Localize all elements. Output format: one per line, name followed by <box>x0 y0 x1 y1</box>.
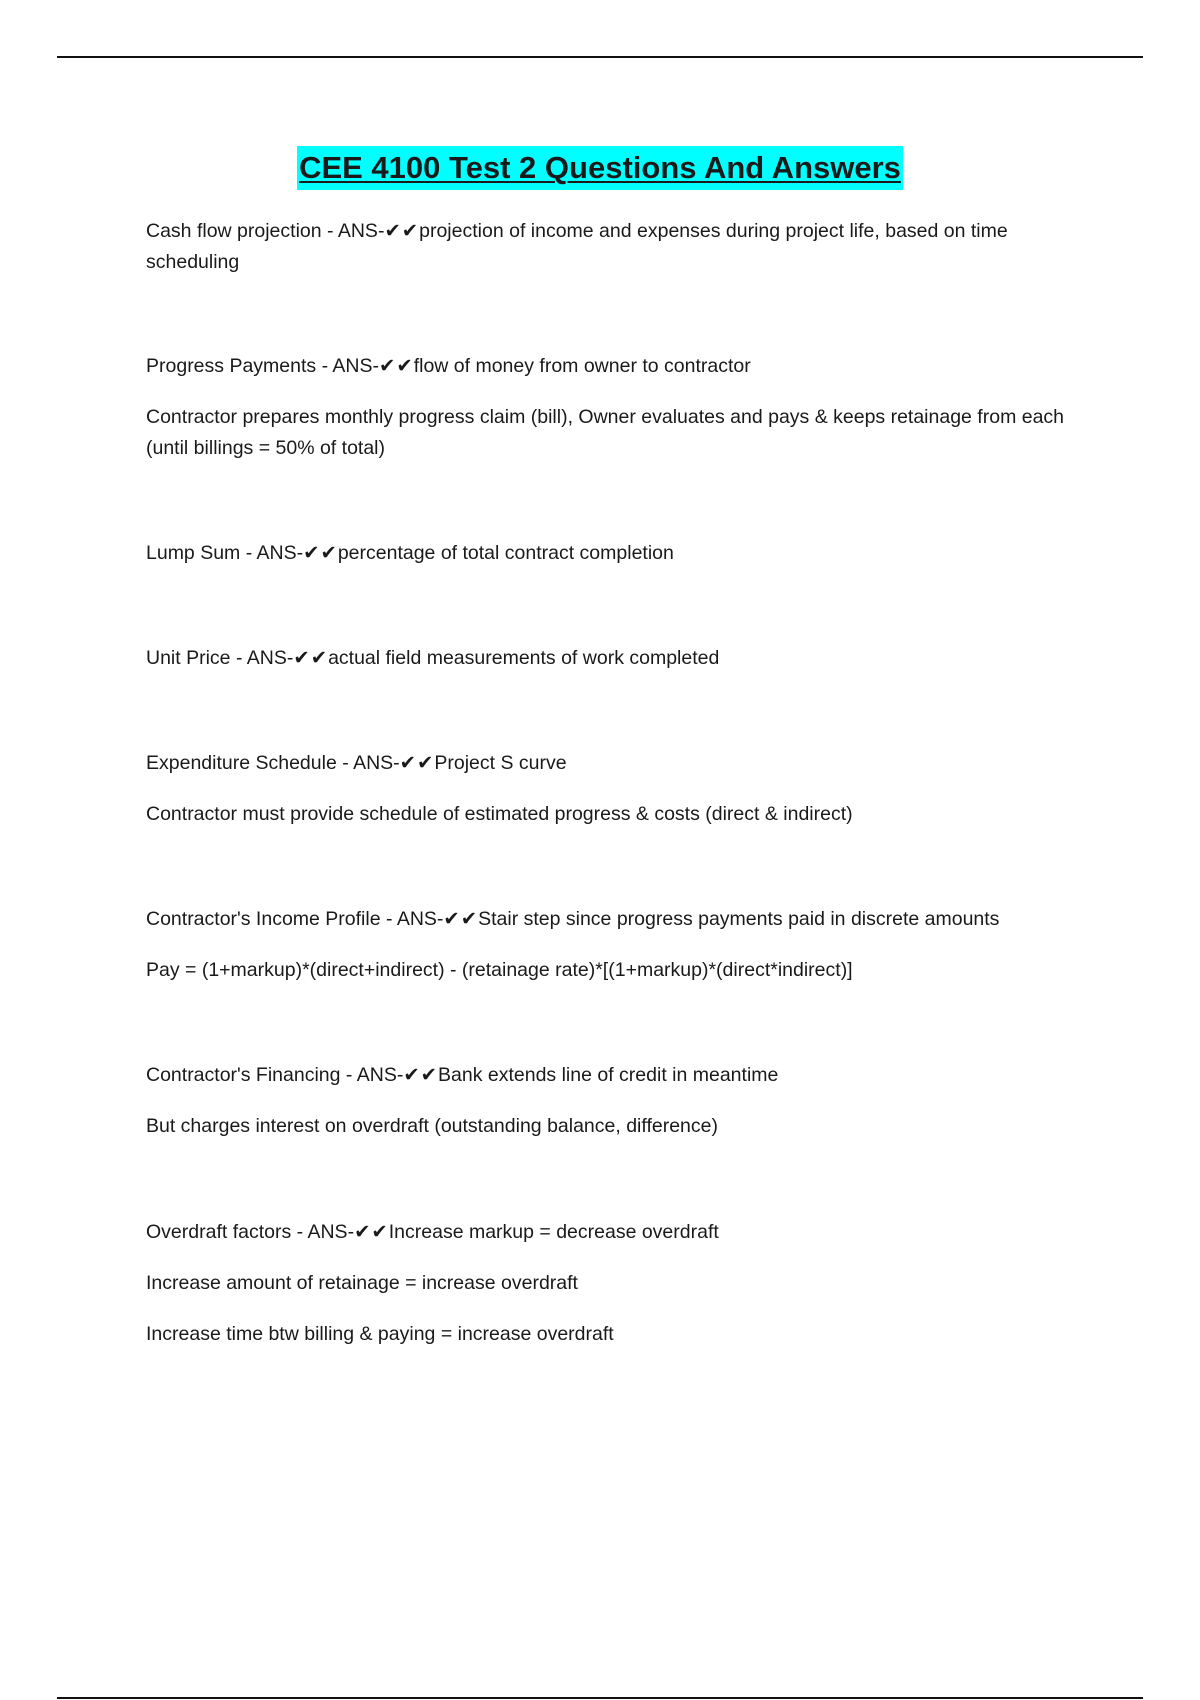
qa-entry <box>146 643 1066 674</box>
qa-entry <box>146 748 1066 830</box>
answer: Increase markup = decrease overdraft <box>388 1221 719 1243</box>
separator: - ANS- <box>336 752 400 774</box>
answer-detail: Contractor prepares monthly progress claim (bill), Owner evaluates and pays & keeps retainage from each (until billings = 50% of total) <box>146 406 1065 459</box>
qa-line <box>146 748 1066 779</box>
separator: - ANS- <box>340 1064 404 1086</box>
answer-detail: Increase amount of retainage = increase overdraft <box>146 1272 578 1294</box>
answer: actual field measurements of work completed <box>328 647 720 669</box>
qa-line <box>146 538 1066 569</box>
checkmark-icon: ✔✔ <box>384 220 420 242</box>
qa-entry <box>146 216 1066 278</box>
checkmark-icon: ✔✔ <box>303 542 338 564</box>
separator: - ANS- <box>380 908 444 930</box>
separator: - ANS- <box>230 647 294 669</box>
answer: Project S curve <box>434 752 567 774</box>
page-title: CEE 4100 Test 2 Questions And Answers <box>297 146 903 190</box>
term: Contractor's Income Profile <box>146 908 381 930</box>
checkmark-icon: ✔✔ <box>354 1221 389 1243</box>
answer-detail: Pay = (1+markup)*(direct+indirect) - (retainage rate)*[(1+markup)*(direct*indirect)] <box>146 959 853 981</box>
answer: flow of money from owner to contractor <box>413 355 751 377</box>
qa-line <box>146 1060 1066 1091</box>
term: Progress Payments <box>146 355 317 377</box>
separator: - ANS- <box>291 1221 355 1243</box>
checkmark-icon: ✔✔ <box>403 1064 439 1086</box>
answer: Bank extends line of credit in meantime <box>438 1064 779 1086</box>
answer-detail: Increase time btw billing & paying = increase overdraft <box>146 1323 614 1345</box>
bottom-rule <box>57 1697 1143 1699</box>
qa-entry <box>146 904 1066 986</box>
checkmark-icon: ✔✔ <box>293 647 329 669</box>
separator: - ANS- <box>240 542 304 564</box>
term: Cash flow projection <box>146 220 322 242</box>
checkmark-icon: ✔✔ <box>379 355 414 377</box>
checkmark-icon: ✔✔ <box>443 908 479 930</box>
qa-line <box>146 643 1066 674</box>
answer-detail: Contractor must provide schedule of estimated progress & costs (direct & indirect) <box>146 803 853 825</box>
answer-detail: But charges interest on overdraft (outstanding balance, difference) <box>146 1115 718 1137</box>
qa-line <box>146 216 1066 278</box>
qa-entry <box>146 1060 1066 1142</box>
answer: projection of income and expenses during project life, based on time scheduling <box>146 220 1008 273</box>
term: Unit Price <box>146 647 231 669</box>
qa-entry <box>146 1217 1066 1350</box>
term: Lump Sum <box>146 542 241 564</box>
separator: - ANS- <box>321 220 385 242</box>
qa-entry <box>146 538 1066 569</box>
qa-entry <box>146 351 1066 464</box>
top-rule <box>57 56 1143 58</box>
answer: percentage of total contract completion <box>337 542 674 564</box>
term: Contractor's Financing <box>146 1064 341 1086</box>
term: Overdraft factors <box>146 1221 292 1243</box>
qa-line <box>146 1217 1066 1248</box>
separator: - ANS- <box>316 355 379 377</box>
term: Expenditure Schedule <box>146 752 337 774</box>
answer: Stair step since progress payments paid in discrete amounts <box>478 908 1000 930</box>
checkmark-icon: ✔✔ <box>399 752 435 774</box>
qa-line <box>146 904 1066 935</box>
title-container <box>0 146 1200 190</box>
qa-line <box>146 351 1066 382</box>
